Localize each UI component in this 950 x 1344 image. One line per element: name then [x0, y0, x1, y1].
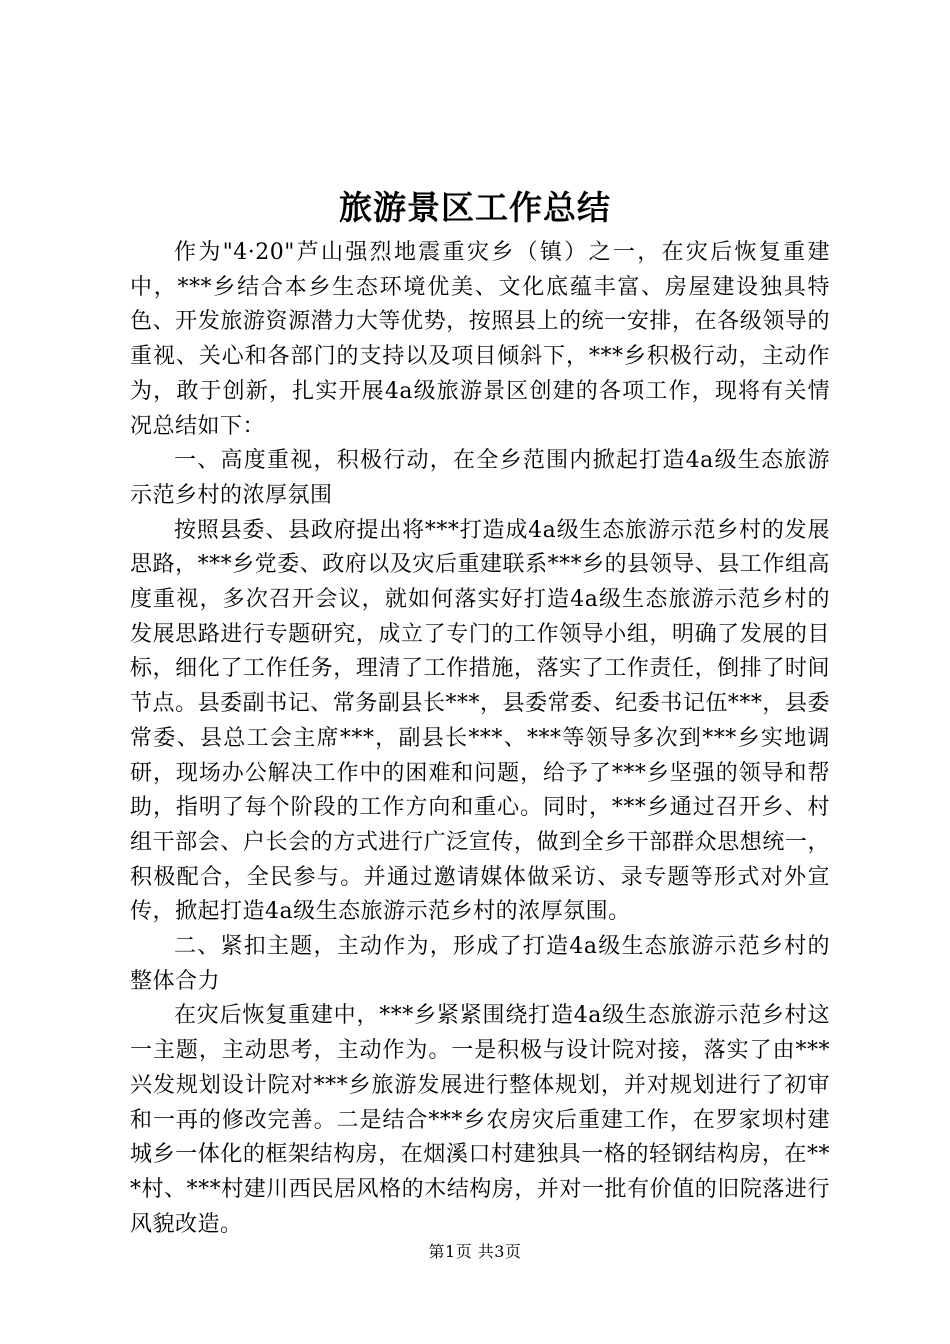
section-heading-1: 一、高度重视，积极行动，在全乡范围内掀起打造4a级生态旅游示范乡村的浓厚氛围 — [130, 448, 830, 508]
intro-paragraph: 作为"4·20"芦山强烈地震重灾乡（镇）之一，在灾后恢复重建中，***乡结合本乡生态环境优美、文化底蕴丰富、房屋建设独具特色、开发旅游资源潜力大等优势，按照县上的统一安排，在各级领导的重视、关心和各部门的支持以及项目倾斜下，***乡积极行动，主动作为，敢于创新，扎实开展4a级旅游景区创建的各项工作，现将有关情况总结如下： — [130, 240, 830, 439]
section-heading-2: 二、紧扣主题，主动作为，形成了打造4a级生态旅游示范乡村的整体合力 — [130, 934, 830, 994]
document-body — [130, 236, 830, 1242]
document-title: 旅游景区工作总结 — [339, 188, 611, 227]
page-footer: 第1页 共3页 — [428, 1242, 522, 1261]
section-paragraph-1: 按照县委、县政府提出将***打造成4a级生态旅游示范乡村的发展思路，***乡党委、政府以及灾后重建联系***乡的县领导、县工作组高度重视，多次召开会议，就如何落实好打造4a级生态旅游示范乡村的发展思路进行专题研究，成立了专门的工作领导小组，明确了发展的目标，细化了工作任务，理清了工作措施，落实了工作责任，倒排了时间节点。县委副书记、常务副县长***，县委常委、纪委书记伍***，县委常委、县总工会主席***，副县长***、***等领导多次到***乡实地调研，现场办公解决工作中的困难和问题，给予了***乡坚强的领导和帮助，指明了每个阶段的工作方向和重心。同时，***乡通过召开乡、村组干部会、户长会的方式进行广泛宣传，做到全乡干部群众思想统一，积极配合，全民参与。并通过邀请媒体做采访、录专题等形式对外宣传，掀起打造4a级生态旅游示范乡村的浓厚氛围。 — [130, 517, 830, 925]
section-paragraph-2: 在灾后恢复重建中，***乡紧紧围绕打造4a级生态旅游示范乡村这一主题，主动思考，主动作为。一是积极与设计院对接，落实了由***兴发规划设计院对***乡旅游发展进行整体规划，并对规划进行了初审和一再的修改完善。二是结合***乡农房灾后重建工作，在罗家坝村建城乡一体化的框架结构房，在烟溪口村建独具一格的轻钢结构房，在***村、***村建川西民居风格的木结构房，并对一批有价值的旧院落进行风貌改造。 — [130, 1003, 830, 1237]
